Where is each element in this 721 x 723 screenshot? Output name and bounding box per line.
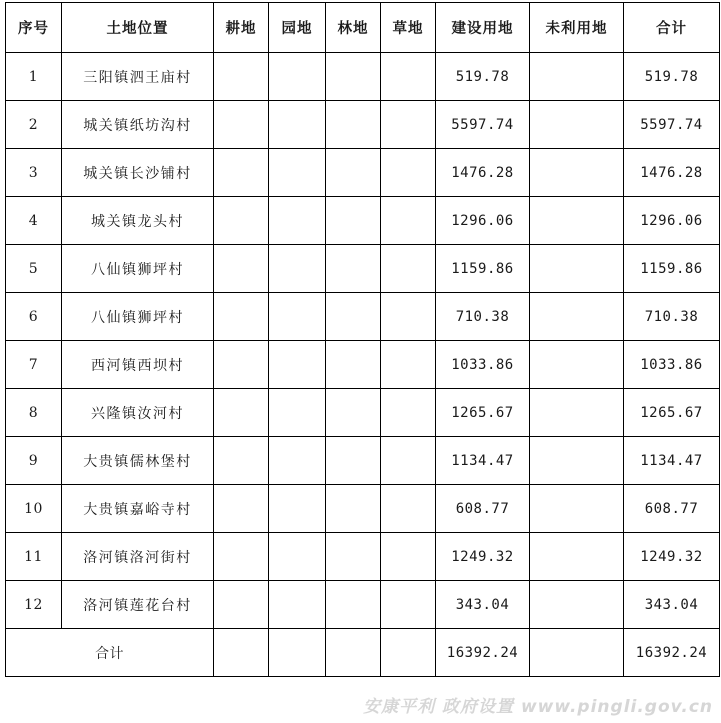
table-header [6,3,720,53]
table-row [6,149,720,197]
garden-cell [269,581,326,629]
forest-cell [326,101,381,149]
table-row [6,485,720,533]
construction-cell: 519.78 [436,53,530,101]
grass-cell [381,341,436,389]
construction-cell: 343.04 [436,581,530,629]
table-row [6,197,720,245]
grass-cell [381,101,436,149]
col-header-unused: 未利用地 [530,3,624,53]
grass-cell [381,389,436,437]
grand-total-cell: 16392.24 [624,629,720,677]
grass-cell [381,245,436,293]
col-header-construction: 建设用地 [436,3,530,53]
construction-cell: 608.77 [436,485,530,533]
table-body [6,53,720,629]
total-cultivated-cell [214,629,269,677]
unused-cell [530,197,624,245]
unused-cell [530,293,624,341]
construction-cell: 5597.74 [436,101,530,149]
cultivated-cell [214,53,269,101]
forest-cell [326,149,381,197]
table-footer [6,629,720,677]
location-cell: 三阳镇泗王庙村 [62,53,214,101]
cultivated-cell [214,245,269,293]
forest-cell [326,341,381,389]
table-row [6,101,720,149]
grass-cell [381,581,436,629]
total-cell: 1476.28 [624,149,720,197]
unused-cell [530,533,624,581]
cultivated-cell [214,149,269,197]
grass-cell [381,149,436,197]
total-cell: 710.38 [624,293,720,341]
construction-cell: 1033.86 [436,341,530,389]
table-row [6,53,720,101]
site-watermark: 安康平利 政府设置 www.pingli.gov.cn [363,697,713,717]
index-cell: 10 [6,485,62,533]
garden-cell [269,197,326,245]
index-cell: 5 [6,245,62,293]
location-cell: 大贵镇嘉峪寺村 [62,485,214,533]
garden-cell [269,389,326,437]
table-row [6,389,720,437]
total-cell: 343.04 [624,581,720,629]
construction-cell: 1159.86 [436,245,530,293]
forest-cell [326,581,381,629]
garden-cell [269,437,326,485]
forest-cell [326,197,381,245]
total-forest-cell [326,629,381,677]
unused-cell [530,485,624,533]
construction-cell: 1249.32 [436,533,530,581]
unused-cell [530,341,624,389]
col-header-grass: 草地 [381,3,436,53]
forest-cell [326,389,381,437]
index-cell: 2 [6,101,62,149]
total-row [6,629,720,677]
unused-cell [530,389,624,437]
index-cell: 8 [6,389,62,437]
col-header-garden: 园地 [269,3,326,53]
cultivated-cell [214,101,269,149]
index-cell: 7 [6,341,62,389]
construction-cell: 1134.47 [436,437,530,485]
total-cell: 519.78 [624,53,720,101]
total-cell: 1296.06 [624,197,720,245]
total-construction-cell: 16392.24 [436,629,530,677]
forest-cell [326,245,381,293]
total-cell: 5597.74 [624,101,720,149]
table-row [6,581,720,629]
cultivated-cell [214,437,269,485]
forest-cell [326,437,381,485]
location-cell: 八仙镇狮坪村 [62,245,214,293]
cultivated-cell [214,341,269,389]
table-row [6,437,720,485]
total-cell: 1265.67 [624,389,720,437]
index-cell: 6 [6,293,62,341]
construction-cell: 1476.28 [436,149,530,197]
col-header-location: 土地位置 [62,3,214,53]
total-grass-cell [381,629,436,677]
total-cell: 1159.86 [624,245,720,293]
grass-cell [381,485,436,533]
location-cell: 西河镇西坝村 [62,341,214,389]
cultivated-cell [214,485,269,533]
total-cell: 608.77 [624,485,720,533]
cultivated-cell [214,581,269,629]
table-row [6,293,720,341]
garden-cell [269,293,326,341]
grass-cell [381,293,436,341]
total-label-cell: 合计 [6,629,214,677]
garden-cell [269,245,326,293]
garden-cell [269,485,326,533]
construction-cell: 1296.06 [436,197,530,245]
col-header-forest: 林地 [326,3,381,53]
location-cell: 城关镇长沙铺村 [62,149,214,197]
unused-cell [530,245,624,293]
location-cell: 城关镇龙头村 [62,197,214,245]
index-cell: 1 [6,53,62,101]
index-cell: 12 [6,581,62,629]
total-cell: 1249.32 [624,533,720,581]
index-cell: 4 [6,197,62,245]
header-row [6,3,720,53]
construction-cell: 1265.67 [436,389,530,437]
forest-cell [326,485,381,533]
garden-cell [269,533,326,581]
construction-cell: 710.38 [436,293,530,341]
cultivated-cell [214,293,269,341]
total-unused-cell [530,629,624,677]
cultivated-cell [214,197,269,245]
location-cell: 八仙镇狮坪村 [62,293,214,341]
location-cell: 大贵镇儒林堡村 [62,437,214,485]
table-row [6,341,720,389]
location-cell: 城关镇纸坊沟村 [62,101,214,149]
cultivated-cell [214,389,269,437]
unused-cell [530,149,624,197]
total-cell: 1033.86 [624,341,720,389]
table-row [6,533,720,581]
land-table [5,2,720,677]
cultivated-cell [214,533,269,581]
garden-cell [269,149,326,197]
unused-cell [530,437,624,485]
forest-cell [326,293,381,341]
location-cell: 洛河镇洛河街村 [62,533,214,581]
index-cell: 9 [6,437,62,485]
grass-cell [381,197,436,245]
unused-cell [530,581,624,629]
location-cell: 兴隆镇汝河村 [62,389,214,437]
forest-cell [326,53,381,101]
unused-cell [530,53,624,101]
grass-cell [381,533,436,581]
col-header-index: 序号 [6,3,62,53]
total-cell: 1134.47 [624,437,720,485]
index-cell: 11 [6,533,62,581]
grass-cell [381,53,436,101]
col-header-total: 合计 [624,3,720,53]
total-garden-cell [269,629,326,677]
col-header-cultivated: 耕地 [214,3,269,53]
index-cell: 3 [6,149,62,197]
unused-cell [530,101,624,149]
garden-cell [269,101,326,149]
garden-cell [269,341,326,389]
table-row [6,245,720,293]
forest-cell [326,533,381,581]
location-cell: 洛河镇莲花台村 [62,581,214,629]
garden-cell [269,53,326,101]
grass-cell [381,437,436,485]
